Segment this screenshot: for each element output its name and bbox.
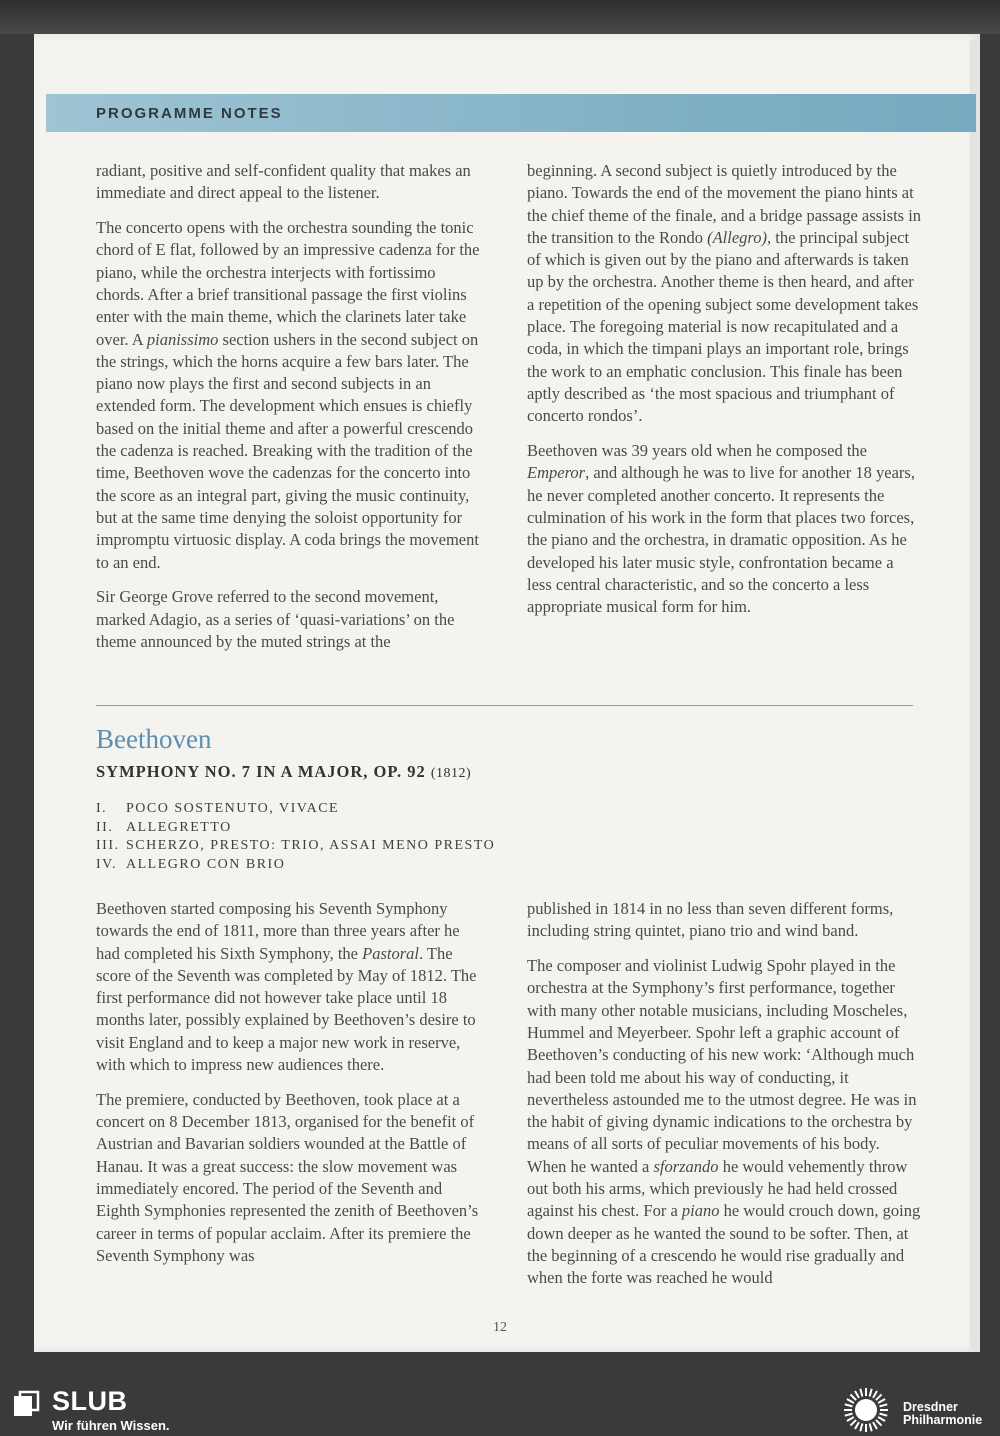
philharmonie-line2: Philharmonie	[903, 1413, 983, 1427]
movement-number: IV.	[96, 856, 117, 872]
slub-logo-icon	[12, 1390, 40, 1418]
sun-ray	[870, 1424, 872, 1432]
sun-ray	[847, 1399, 854, 1403]
movement-item	[96, 800, 495, 819]
paragraph: Sir George Grove referred to the second movement, marked Adagio, as a series of ‘quasi-variations’ on the theme announced by the muted strings at the	[96, 587, 455, 651]
paragraph: radiant, positive and self-confident quality that makes an immediate and direct appeal to the listener.	[96, 161, 471, 203]
sun-ray	[878, 1399, 885, 1403]
section-divider	[96, 705, 913, 706]
sun-ray	[845, 1404, 853, 1406]
slub-logo-text: SLUB	[52, 1386, 128, 1416]
sun-ray	[876, 1394, 882, 1400]
paragraph: The premiere, conducted by Beethoven, took place at a concert on 8 December 1813, organised for the benefit of Austrian and Bavarian soldiers wounded at the Battle of Hanau. It was a great success: the slow movement was immediately encored. The period of the Seventh and Eighth Symphonies represented the zenith of Beethoven’s career in terms of popular acclaim. After its premiere the Seventh Symphony was	[96, 1089, 479, 1265]
sun-ray	[847, 1417, 854, 1421]
sun-ray	[880, 1404, 888, 1406]
paragraph: Beethoven was 39 years old when he composed the Emperor, and although he was to live for another 18 years, he never completed another concerto. It represents the culmination of his work in the form that places two forces, the piano and the orchestra, in dramatic opposition. As he developed his later music style, confrontation became a less central characteristic, and so the concerto a less appropriate musical form for him.	[527, 441, 915, 617]
work-year: (1812)	[430, 766, 472, 781]
movement-name: POCO SOSTENUTO, VIVACE	[126, 801, 340, 816]
sun-ray	[870, 1389, 872, 1397]
paragraph: The composer and violinist Ludwig Spohr played in the orchestra at the Symphony’s first performance, together with many other notable musicians, including Moscheles, Hummel and Meyerbeer. Spohr left a graphic account of Beethoven’s conducting of his new work: ‘Although much had been told me about his way of conducting, it nevertheless astounded me to the utmost degree. He was in the habit of giving dynamic indications to the orchestra by means of all sorts of peculiar movements of his body. When he wanted a sforzando he would vehemently throw out both his arms, which previously he had held crossed against his chest. For a piano he would crouch down, going down deeper as he wanted the sound to be softer. Then, at the beginning of a crescendo he would rise gradually and when the forte was reached he would	[527, 956, 921, 1288]
paragraph: The concerto opens with the orchestra sounding the tonic chord of E flat, followed by an impressive cadenza for the piano, while the orchestra interjects with fortissimo chords. After a brief transitional passage the first violins enter with the main theme, which the clarinets later take over. A pianissimo section ushers in the second subject on the strings, which the horns acquire a few bars later. The piano now plays the first and second subjects in an extended form. The development which ensues is chiefly based on the initial theme and after a powerful crescendo the cadenza is reached. Breaking with the tradition of the time, Beethoven wove the cadenzas for the concerto into the score as an integral part, giving the music continuity, but at the same time denying the soloist opportunity for impromptu virtuosic display. A coda brings the movement to an end.	[96, 218, 480, 572]
sun-ray	[873, 1422, 877, 1429]
movement-number: I.	[96, 801, 108, 816]
movement-item	[96, 819, 495, 838]
lower-left-column	[96, 898, 486, 1280]
upper-right-column	[527, 160, 922, 631]
slub-tagline: Wir führen Wissen.	[52, 1418, 170, 1433]
sun-ray	[850, 1394, 856, 1400]
page-number: 12	[493, 1320, 507, 1335]
sun-ray	[878, 1417, 885, 1421]
work-title	[96, 762, 471, 782]
sun-ray	[873, 1391, 877, 1398]
lower-right-column	[527, 898, 922, 1302]
movement-item	[96, 837, 495, 856]
sun-ray	[876, 1420, 882, 1426]
movement-name: ALLEGRETTO	[126, 819, 232, 835]
movement-name: SCHERZO, PRESTO: TRIO, ASSAI MENO PRESTO	[126, 838, 496, 854]
movement-item	[96, 856, 495, 875]
movement-list	[96, 800, 495, 874]
paragraph: beginning. A second subject is quietly introduced by the piano. Towards the end of the movement the piano hints at the chief theme of the finale, and a bridge passage assists in the transition to the Rondo (Allegro), the principal subject of which is given out by the piano and afterwards is taken up by the orchestra. Another theme is then heard, and after a repetition of the opening subject some development takes place. The foregoing material is now recapitulated and a coda, in which the timpani plays an important role, brings the work to an emphatic conclusion. This finale has been aptly described as ‘the most spacious and triumphant of concerto rondos’.	[527, 161, 922, 426]
paragraph: Beethoven started composing his Seventh Symphony towards the end of 1811, more than three years after he had completed his Sixth Symphony, the Pastoral. The score of the Seventh was completed by May of 1812. The first performance did not however take place until 18 months later, possibly explained by Beethoven’s desire to visit England and to keep a major new work in reserve, with which to impress new audiences there.	[96, 899, 477, 1075]
sun-ray	[850, 1420, 856, 1426]
movement-number: II.	[96, 819, 114, 835]
composer-heading: Beethoven	[96, 724, 212, 754]
work-title-text: SYMPHONY NO. 7 IN A MAJOR, OP. 92	[96, 762, 426, 781]
movement-name: ALLEGRO CON BRIO	[126, 856, 286, 872]
sun-ray	[855, 1422, 859, 1429]
sun-ray	[860, 1389, 862, 1397]
movement-number: III.	[96, 838, 120, 854]
page-edge	[970, 40, 980, 1350]
philharmonie-sun-logo-icon	[842, 1386, 890, 1434]
upper-left-column	[96, 160, 486, 666]
section-title: PROGRAMME NOTES	[96, 105, 283, 122]
sun-ray	[855, 1391, 859, 1398]
philharmonie-line1: Dresdner	[903, 1400, 958, 1414]
paragraph: published in 1814 in no less than seven different forms, including string quintet, piano trio and wind band.	[527, 899, 894, 941]
philharmonie-logo-text	[903, 1401, 982, 1427]
sun-ray	[845, 1414, 853, 1416]
scan-border-top	[0, 0, 1000, 34]
sun-ray	[860, 1424, 862, 1432]
section-header-band	[46, 94, 976, 132]
sun-ray	[880, 1414, 888, 1416]
